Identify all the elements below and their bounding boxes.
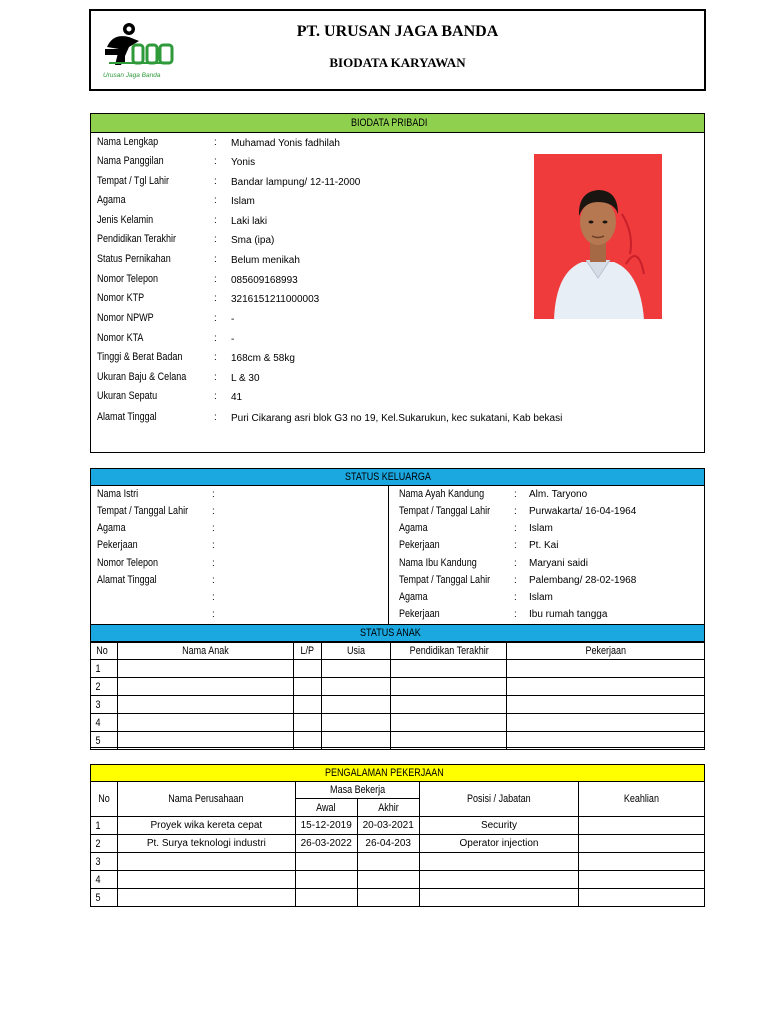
family-row — [91, 608, 704, 624]
field-label: Alamat Tinggal — [97, 411, 157, 423]
status-keluarga-section — [90, 468, 705, 748]
field-value: Yonis — [231, 157, 256, 168]
family-field-label: Nama Ayah Kandung — [399, 488, 485, 500]
biodata-row — [97, 371, 697, 389]
field-colon: : — [214, 254, 217, 265]
col-skill: Keahlian — [579, 782, 705, 817]
children-cell — [391, 660, 507, 678]
family-field-label: Pekerjaan — [399, 608, 440, 620]
family-field-label: Agama — [399, 522, 428, 534]
col-no: No — [91, 782, 118, 817]
family-row — [91, 591, 704, 607]
field-value: Bandar lampung/ 12-11-2000 — [231, 177, 361, 188]
family-field-colon: : — [514, 506, 517, 517]
col-period: Masa Bekerja — [295, 782, 419, 799]
work-cell — [579, 817, 705, 835]
field-label: Nomor NPWP — [97, 312, 154, 324]
field-value: - — [231, 334, 235, 345]
field-label: Nomor KTP — [97, 292, 145, 304]
children-cell: 4 — [91, 714, 118, 732]
children-col-header: Pendidikan Terakhir — [391, 643, 507, 660]
family-field-label: Alamat Tinggal — [97, 574, 157, 586]
work-history-table — [90, 781, 705, 907]
family-row — [91, 539, 704, 555]
children-col-header: L/P — [293, 643, 321, 660]
children-cell — [293, 714, 321, 732]
family-field-colon: : — [212, 575, 215, 586]
children-cell: 3 — [91, 696, 118, 714]
work-cell: Pt. Surya teknologi industri — [117, 835, 295, 853]
employee-photo — [534, 154, 662, 319]
family-row — [91, 505, 704, 521]
children-row — [91, 714, 705, 732]
family-field-value: Islam — [529, 523, 553, 534]
family-field-colon: : — [212, 558, 215, 569]
field-colon: : — [214, 313, 217, 324]
children-cell — [507, 660, 705, 678]
work-row — [91, 817, 705, 835]
field-colon: : — [214, 156, 217, 167]
field-value: Sma (ipa) — [231, 235, 275, 246]
children-col-header: No — [91, 643, 118, 660]
biodata-row — [97, 411, 697, 429]
work-cell: 1 — [91, 817, 118, 835]
children-cell — [117, 678, 293, 696]
biodata-pribadi-section — [90, 113, 705, 453]
work-cell — [295, 871, 357, 889]
children-cell — [293, 732, 321, 750]
family-field-colon: : — [514, 523, 517, 534]
children-row — [91, 696, 705, 714]
work-cell: Operator injection — [419, 835, 579, 853]
biodata-pribadi-title: BIODATA PRIBADI — [91, 114, 704, 133]
children-cell: 1 — [91, 660, 118, 678]
family-field-label: Agama — [399, 591, 428, 603]
children-cell — [321, 732, 391, 750]
children-row — [91, 732, 705, 750]
family-row — [91, 488, 704, 504]
work-cell — [117, 853, 295, 871]
biodata-row — [97, 351, 697, 369]
children-cell — [391, 678, 507, 696]
field-colon: : — [214, 293, 217, 304]
field-value: 085609168993 — [231, 275, 298, 286]
children-col-header: Usia — [321, 643, 391, 660]
family-field-label: Tempat / Tanggal Lahir — [399, 574, 491, 586]
field-colon: : — [214, 333, 217, 344]
field-value: Islam — [231, 196, 255, 207]
work-cell — [579, 835, 705, 853]
children-cell — [117, 696, 293, 714]
family-field-value: Alm. Taryono — [529, 489, 588, 500]
work-cell — [295, 853, 357, 871]
field-label: Ukuran Sepatu — [97, 390, 158, 402]
children-cell: 2 — [91, 678, 118, 696]
family-field-label: Nama Ibu Kandung — [399, 557, 477, 569]
field-colon: : — [214, 215, 217, 226]
field-label: Ukuran Baju & Celana — [97, 371, 187, 383]
family-field-colon: : — [514, 592, 517, 603]
work-cell — [357, 853, 419, 871]
logo-caption: Urusan Jaga Banda — [103, 72, 161, 79]
family-row — [91, 574, 704, 590]
field-value: Laki laki — [231, 216, 268, 227]
work-cell: 2 — [91, 835, 118, 853]
status-anak-title: STATUS ANAK — [91, 624, 704, 642]
work-cell — [579, 889, 705, 907]
field-label: Pendidikan Terakhir — [97, 233, 177, 245]
status-keluarga-title: STATUS KELUARGA — [91, 469, 704, 486]
family-field-colon: : — [514, 558, 517, 569]
field-value: Puri Cikarang asri blok G3 no 19, Kel.Sukarukun, kec sukatani, Kab bekasi — [231, 413, 563, 424]
field-label: Jenis Kelamin — [97, 214, 154, 226]
children-cell — [321, 678, 391, 696]
document-header — [89, 9, 706, 91]
children-table — [90, 642, 705, 750]
col-start: Awal — [295, 799, 357, 817]
children-cell — [507, 678, 705, 696]
children-row — [91, 660, 705, 678]
work-cell: 26-04-203 — [357, 835, 419, 853]
field-label: Nomor Telepon — [97, 273, 159, 285]
family-field-colon: : — [514, 575, 517, 586]
work-cell: 4 — [91, 871, 118, 889]
field-value: 3216151211000003 — [231, 294, 320, 305]
work-cell: 5 — [91, 889, 118, 907]
field-colon: : — [214, 274, 217, 285]
field-value: Muhamad Yonis fadhilah — [231, 138, 340, 149]
family-field-colon: : — [212, 489, 215, 500]
children-cell — [117, 732, 293, 750]
field-value: L & 30 — [231, 373, 260, 384]
field-label: Nomor KTA — [97, 332, 144, 344]
field-label: Agama — [97, 194, 126, 206]
field-label: Tinggi & Berat Badan — [97, 351, 183, 363]
family-row — [91, 522, 704, 538]
work-cell — [357, 871, 419, 889]
field-label: Tempat / Tgl Lahir — [97, 175, 170, 187]
field-colon: : — [214, 234, 217, 245]
family-field-value: Pt. Kai — [529, 540, 559, 551]
company-name: PT. URUSAN JAGA BANDA — [296, 23, 499, 40]
work-cell — [419, 853, 579, 871]
family-field-label: Nomor Telepon — [97, 557, 159, 569]
work-row — [91, 889, 705, 907]
biodata-row — [97, 332, 697, 350]
children-cell — [117, 660, 293, 678]
family-field-colon: : — [212, 540, 215, 551]
family-field-colon: : — [514, 540, 517, 551]
work-cell — [579, 871, 705, 889]
work-cell — [357, 889, 419, 907]
work-cell — [117, 871, 295, 889]
family-field-value: Purwakarta/ 16-04-1964 — [529, 506, 637, 517]
work-row — [91, 853, 705, 871]
col-position: Posisi / Jabatan — [419, 782, 579, 817]
work-cell — [419, 889, 579, 907]
field-label: Nama Panggilan — [97, 155, 164, 167]
field-colon: : — [214, 412, 217, 423]
work-row — [91, 871, 705, 889]
field-colon: : — [214, 372, 217, 383]
biodata-row — [97, 136, 697, 154]
family-field-colon: : — [212, 592, 215, 603]
field-colon: : — [214, 137, 217, 148]
field-colon: : — [214, 352, 217, 363]
family-field-value: Islam — [529, 592, 553, 603]
children-cell — [293, 660, 321, 678]
family-field-value: Ibu rumah tangga — [529, 609, 608, 620]
family-field-value: Maryani saidi — [529, 558, 588, 569]
work-cell: 15-12-2019 — [295, 817, 357, 835]
family-field-label: Nama Istri — [97, 488, 139, 500]
children-cell — [391, 714, 507, 732]
work-cell: 26-03-2022 — [295, 835, 357, 853]
pengalaman-pekerjaan-section — [90, 764, 705, 909]
work-row — [91, 835, 705, 853]
col-end: Akhir — [357, 799, 419, 817]
family-field-colon: : — [212, 609, 215, 620]
family-field-label: Pekerjaan — [97, 539, 138, 551]
field-value: 41 — [231, 392, 243, 403]
document-title: BIODATA KARYAWAN — [329, 55, 466, 70]
field-colon: : — [214, 391, 217, 402]
work-cell — [117, 889, 295, 907]
work-cell — [419, 871, 579, 889]
work-cell: 20-03-2021 — [357, 817, 419, 835]
children-cell — [507, 696, 705, 714]
children-cell — [293, 696, 321, 714]
field-label: Nama Lengkap — [97, 136, 159, 148]
children-row — [91, 678, 705, 696]
work-cell: Security — [419, 817, 579, 835]
pengalaman-pekerjaan-title: PENGALAMAN PEKERJAAN — [90, 764, 705, 782]
col-company: Nama Perusahaan — [117, 782, 295, 817]
family-field-label: Tempat / Tanggal Lahir — [399, 505, 491, 517]
children-cell — [321, 714, 391, 732]
family-field-colon: : — [212, 506, 215, 517]
family-field-label: Pekerjaan — [399, 539, 440, 551]
work-cell — [295, 889, 357, 907]
children-cell — [321, 660, 391, 678]
family-field-label: Agama — [97, 522, 126, 534]
children-cell — [507, 732, 705, 750]
biodata-row — [97, 390, 697, 408]
family-field-colon: : — [212, 523, 215, 534]
field-label: Status Pernikahan — [97, 253, 171, 265]
field-value: Belum menikah — [231, 255, 300, 266]
children-cell — [507, 714, 705, 732]
family-field-colon: : — [514, 609, 517, 620]
field-colon: : — [214, 176, 217, 187]
children-cell — [117, 714, 293, 732]
work-cell: Proyek wika kereta cepat — [117, 817, 295, 835]
work-cell: 3 — [91, 853, 118, 871]
children-cell — [293, 678, 321, 696]
field-value: 168cm & 58kg — [231, 353, 295, 364]
children-cell — [391, 696, 507, 714]
field-value: - — [231, 314, 235, 325]
work-cell — [579, 853, 705, 871]
children-col-header: Pekerjaan — [507, 643, 705, 660]
family-row — [91, 557, 704, 573]
children-cell: 5 — [91, 732, 118, 750]
family-field-value: Palembang/ 28-02-1968 — [529, 575, 637, 586]
family-field-colon: : — [514, 489, 517, 500]
field-colon: : — [214, 195, 217, 206]
children-cell — [391, 732, 507, 750]
family-field-label: Tempat / Tanggal Lahir — [97, 505, 189, 517]
children-cell — [321, 696, 391, 714]
children-col-header: Nama Anak — [117, 643, 293, 660]
